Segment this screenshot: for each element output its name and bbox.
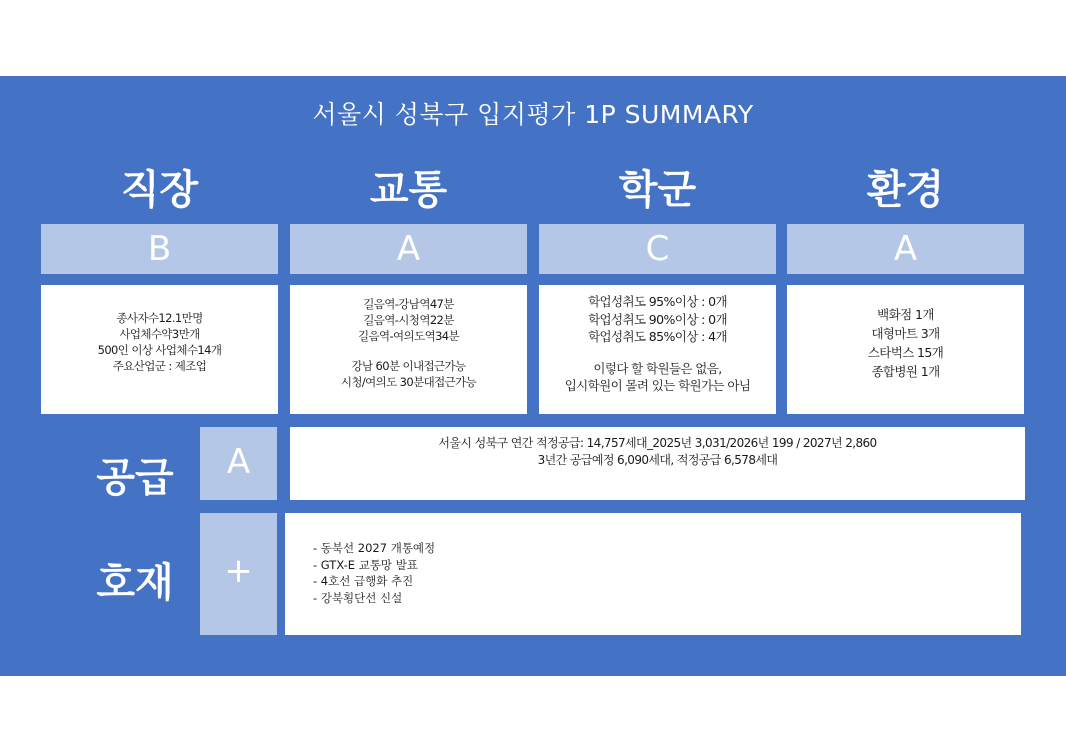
detail-line: 주요산업군 : 제조업	[112, 359, 207, 373]
detail-line: 500인 이상 사업체수14개	[97, 343, 222, 357]
detail-line: 시청/여의도 30분대접근가능	[340, 375, 477, 389]
grade-news: +	[200, 513, 277, 635]
detail-line: 사업체수약3만개	[119, 327, 200, 341]
news-item: - 4호선 급행화 추진	[313, 574, 414, 588]
detail-box-school	[539, 285, 776, 414]
grade-environment: A	[787, 224, 1024, 274]
detail-line: 길음역-시청역22분	[363, 313, 454, 327]
detail-line: 종합병원 1개	[871, 364, 940, 379]
news-item: - 강북횡단선 신설	[313, 590, 403, 605]
grade-school: C	[539, 224, 776, 274]
detail-line: 길음역-강남역47분	[363, 297, 454, 311]
detail-line: 입시학원이 몰려 있는 학원가는 아님	[564, 378, 751, 393]
detail-box-environment	[787, 285, 1024, 414]
news-item: - GTX-E 교통망 발표	[313, 557, 418, 572]
detail-line: 이렇다 할 학원들은 없음,	[593, 360, 722, 376]
detail-line: 학업성취도 85%이상 : 4개	[588, 329, 727, 344]
page-title: 서울시 성북구 입지평가 1P SUMMARY	[312, 100, 754, 129]
detail-line: 학업성취도 95%이상 : 0개	[588, 294, 727, 309]
row-label-supply: 공급	[96, 455, 174, 501]
detail-box-job	[41, 285, 278, 414]
grade-supply: A	[200, 427, 277, 500]
detail-line: 백화점 1개	[877, 307, 934, 322]
category-heading-job: 직장	[120, 167, 199, 213]
detail-line: 종사자수12.1만명	[116, 311, 203, 325]
category-heading-school: 학군	[618, 167, 697, 213]
detail-line: 학업성취도 90%이상 : 0개	[588, 311, 727, 327]
supply-detail-box	[290, 427, 1025, 500]
grade-job: B	[41, 224, 278, 274]
detail-line: 강남 60분 이내접근가능	[351, 359, 466, 373]
row-label-news: 호재	[96, 560, 174, 606]
news-item: - 동북선 2027 개통예정	[313, 541, 436, 555]
detail-spacer	[290, 344, 527, 358]
detail-line: 길음역-여의도역34분	[357, 329, 460, 343]
detail-line: 스타벅스 15개	[867, 345, 944, 360]
grade-transport: A	[290, 224, 527, 274]
category-heading-transport: 교통	[369, 167, 448, 213]
detail-line: 대형마트 3개	[871, 326, 940, 341]
news-list-box	[285, 513, 1021, 635]
category-heading-environment: 환경	[866, 167, 945, 213]
detail-box-transport	[290, 285, 527, 414]
supply-line: 3년간 공급예정 6,090세대, 적정공급 6,578세대	[537, 453, 778, 467]
supply-line: 서울시 성북구 연간 적정공급: 14,757세대_2025년 3,031/2026년 199 / 2027년 2,860	[438, 436, 877, 450]
detail-spacer	[539, 346, 776, 360]
